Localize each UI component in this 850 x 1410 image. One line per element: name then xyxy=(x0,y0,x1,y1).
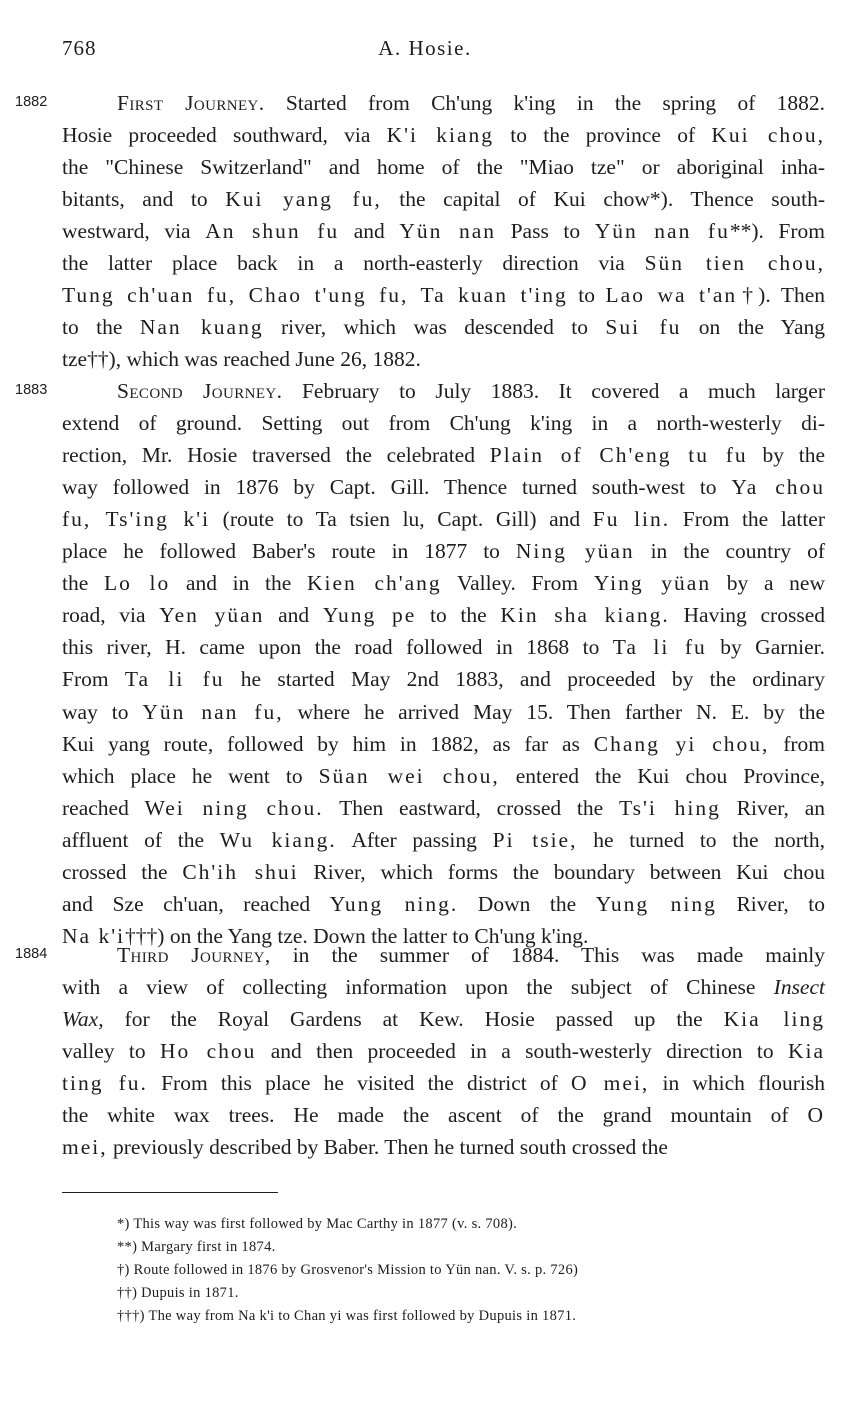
text-run: Then eastward, crossed the xyxy=(323,795,619,820)
italic-term: Insect xyxy=(773,975,825,1000)
place-name: Yung pe xyxy=(322,603,417,628)
text-line xyxy=(117,940,825,970)
place-name: Yung ning. xyxy=(329,891,459,916)
text-run: and in the xyxy=(170,571,307,596)
text-run: way to xyxy=(62,699,143,724)
text-line xyxy=(62,697,825,727)
text-run: on the Yang xyxy=(681,315,825,340)
text-line xyxy=(62,600,825,630)
section-heading: Second Journey. xyxy=(117,379,283,403)
place-name: O mei, xyxy=(570,1071,650,1096)
text-run: and Sze ch'uan, reached xyxy=(62,891,330,916)
text-line xyxy=(62,440,825,470)
text-run: Hosie proceeded southward, via xyxy=(62,123,387,148)
text-run: River, an xyxy=(720,795,825,820)
text-run: river, which was descended to xyxy=(263,315,606,340)
text-run: which place he went to xyxy=(62,763,319,788)
place-name: Kia xyxy=(787,1039,825,1064)
text-run: Kui yang route, followed by him in 1882, as far as xyxy=(62,731,594,756)
text-run: way followed in 1876 by Capt. Gill. Thence turned south-west to xyxy=(62,475,732,500)
text-run: bitants, and to xyxy=(62,187,226,212)
text-run: to the province of xyxy=(494,123,712,148)
place-name: Na k'i xyxy=(62,923,126,948)
text-run: Down the xyxy=(458,891,596,916)
text-line xyxy=(62,793,825,823)
text-line xyxy=(62,632,825,662)
place-name: Ts'i hing xyxy=(618,795,721,820)
text-line xyxy=(62,184,825,214)
place-name: Ta li fu xyxy=(612,635,707,660)
place-name: Kui yang fu, xyxy=(225,187,382,212)
text-run: to xyxy=(567,283,606,308)
text-line xyxy=(62,664,825,694)
place-name: Ying yüan xyxy=(593,571,712,596)
place-name: K'i kiang xyxy=(386,123,495,148)
text-run: Pass to xyxy=(496,219,595,244)
text-run: place he followed Baber's route in 1877 to xyxy=(62,539,516,564)
text-run: tze††), which was reached June 26, 1882. xyxy=(62,347,421,372)
text-line xyxy=(62,1100,825,1130)
text-run: in the summer of 1884. This was made mainly xyxy=(270,943,825,967)
place-name: Lo lo xyxy=(103,571,171,596)
place-name: Sün tien chou, xyxy=(644,251,825,276)
place-name: Nan kuang xyxy=(139,315,264,340)
place-name: Kia ling xyxy=(723,1007,825,1032)
text-run: with a view of collecting information upon the subject of Chinese xyxy=(62,975,774,1000)
text-run: entered the Kui chou Province, xyxy=(499,763,826,788)
place-name: Wu kiang. xyxy=(219,827,337,852)
text-run: River, to xyxy=(716,891,825,916)
text-run: †). Then xyxy=(737,283,825,308)
footnote: †††) The way from Na k'i to Chan yi was first followed by Dupuis in 1871. xyxy=(117,1308,577,1324)
text-run: reached xyxy=(62,795,145,820)
text-run: in the country of xyxy=(634,539,825,564)
place-name: Kin sha kiang. xyxy=(500,603,670,628)
text-run: to the xyxy=(62,315,140,340)
text-run: he turned to the north, xyxy=(577,827,825,852)
margin-year: 1884 xyxy=(15,946,48,962)
section-heading: Third Journey, xyxy=(117,943,271,967)
text-run: From the latter xyxy=(670,507,825,532)
footnote: *) This way was first followed by Mac Carthy in 1877 (v. s. 708). xyxy=(117,1216,518,1232)
text-run: After passing xyxy=(336,827,493,852)
text-line xyxy=(62,1068,825,1098)
text-run: and xyxy=(339,219,400,244)
footnote: †) Route followed in 1876 by Grosvenor's Mission to Yün nan. V. s. p. 726) xyxy=(117,1262,579,1278)
text-run: and then proceeded in a south-westerly direction to xyxy=(256,1039,788,1064)
text-run: River, which forms the boundary between Kui chou xyxy=(298,859,825,884)
text-line xyxy=(62,825,825,855)
text-run: valley to xyxy=(62,1039,160,1064)
text-run: From this place he visited the district of xyxy=(147,1071,571,1096)
place-name: mei, xyxy=(62,1135,108,1160)
place-name: Tung ch'uan fu, Chao t'ung fu, Ta kuan t'ing xyxy=(62,283,568,308)
text-run: extend of ground. Setting out from Ch'ung k'ing in a north-westerly di- xyxy=(62,411,825,436)
text-run: the white wax trees. He made the ascent of the grand mountain of xyxy=(62,1103,808,1128)
text-run: by a new xyxy=(711,571,825,596)
place-name: Yün nan fu xyxy=(594,219,730,244)
place-name: Wei ning chou. xyxy=(144,795,324,820)
text-line xyxy=(62,344,825,374)
place-name: Plain of Ch'eng tu fu xyxy=(489,443,748,468)
place-name: Kui chou, xyxy=(711,123,826,148)
text-line xyxy=(62,248,825,278)
place-name: Yün nan xyxy=(399,219,496,244)
place-name: Sui fu xyxy=(605,315,682,340)
text-line xyxy=(62,761,825,791)
text-line xyxy=(62,472,825,502)
place-name: Yün nan fu, xyxy=(142,699,284,724)
text-run: road, via xyxy=(62,603,160,628)
text-line xyxy=(62,1132,825,1162)
text-run: the xyxy=(62,571,104,596)
place-name: Fu lin. xyxy=(592,507,671,532)
place-name: Yen yüan xyxy=(159,603,265,628)
place-name: Ning yüan xyxy=(515,539,635,564)
place-name: Süan wei chou, xyxy=(318,763,500,788)
place-name: Lao wa t'an xyxy=(605,283,738,308)
text-line xyxy=(62,1036,825,1066)
text-line xyxy=(117,88,825,118)
text-run: the capital of Kui chow*). Thence south- xyxy=(381,187,825,212)
text-run: where he arrived May 15. Then farther N. E. by the xyxy=(283,699,825,724)
text-run: and xyxy=(264,603,323,628)
text-run: affluent of the xyxy=(62,827,220,852)
text-run: (route to Ta tsien lu, Capt. Gill) and xyxy=(210,507,593,532)
margin-year: 1882 xyxy=(15,94,48,110)
place-name: An shun fu xyxy=(205,219,340,244)
text-run: previously described by Baber. Then he turned south crossed the xyxy=(107,1135,668,1160)
place-name: Ya chou xyxy=(731,475,825,500)
text-line xyxy=(62,312,825,342)
text-line xyxy=(62,216,825,246)
text-run: **). From xyxy=(729,219,826,244)
text-run: by the xyxy=(747,443,825,468)
place-name: fu, Ts'ing k'i xyxy=(62,507,211,532)
text-run: Valley. From xyxy=(441,571,594,596)
text-run: this river, H. came upon the road followed in 1868 to xyxy=(62,635,613,660)
section-heading: First Journey. xyxy=(117,91,265,115)
text-run: rection, Mr. Hosie traversed the celebrated xyxy=(62,443,490,468)
text-line xyxy=(62,408,825,438)
text-run: by Garnier. xyxy=(706,635,826,660)
place-name: O xyxy=(807,1103,825,1128)
place-name: Ho chou xyxy=(159,1039,257,1064)
place-name: Ta li fu xyxy=(124,667,225,692)
text-run: in which flourish xyxy=(649,1071,825,1096)
text-run: Started from Ch'ung k'ing in the spring of 1882. xyxy=(264,91,825,115)
text-line xyxy=(62,972,825,1002)
footnote: **) Margary first in 1874. xyxy=(117,1239,276,1255)
text-run: crossed the xyxy=(62,859,183,884)
footnote: ††) Dupuis in 1871. xyxy=(117,1285,239,1301)
text-run: westward, via xyxy=(62,219,206,244)
footnote-rule xyxy=(62,1192,278,1193)
page-number: 768 xyxy=(62,36,97,60)
text-line xyxy=(62,536,825,566)
text-line xyxy=(62,889,825,919)
text-line xyxy=(62,1004,825,1034)
text-line xyxy=(62,568,825,598)
text-run: From xyxy=(62,667,125,692)
text-run: from xyxy=(769,731,825,756)
text-line xyxy=(62,152,825,182)
place-name: Yung ning xyxy=(595,891,717,916)
text-run: to the xyxy=(416,603,501,628)
text-line xyxy=(62,280,825,310)
text-run: the latter place back in a north-easterly direction via xyxy=(62,251,645,276)
margin-year: 1883 xyxy=(15,382,48,398)
text-line xyxy=(62,120,825,150)
text-run: †††) on the Yang tze. Down the latter to Ch'ung k'ing. xyxy=(125,923,589,948)
place-name: ting fu. xyxy=(62,1071,148,1096)
text-line xyxy=(62,729,825,759)
text-run: Having crossed xyxy=(669,603,825,628)
text-run: for the Royal Gardens at Kew. Hosie passed up the xyxy=(103,1007,724,1032)
place-name: Chang yi chou, xyxy=(593,731,770,756)
text-line xyxy=(117,376,825,406)
place-name: Ch'ih shui xyxy=(182,859,299,884)
text-run: February to July 1883. It covered a much larger xyxy=(282,379,825,403)
text-line xyxy=(62,857,825,887)
text-run: he started May 2nd 1883, and proceeded by the ordinary xyxy=(224,667,825,692)
place-name: Pi tsie, xyxy=(492,827,578,852)
place-name: Kien ch'ang xyxy=(306,571,442,596)
text-line xyxy=(62,504,825,534)
running-head: A. Hosie. xyxy=(378,36,472,60)
text-run: the "Chinese Switzerland" and home of the "Miao tze" or aboriginal inha- xyxy=(62,155,825,180)
italic-term: Wax, xyxy=(62,1007,104,1032)
